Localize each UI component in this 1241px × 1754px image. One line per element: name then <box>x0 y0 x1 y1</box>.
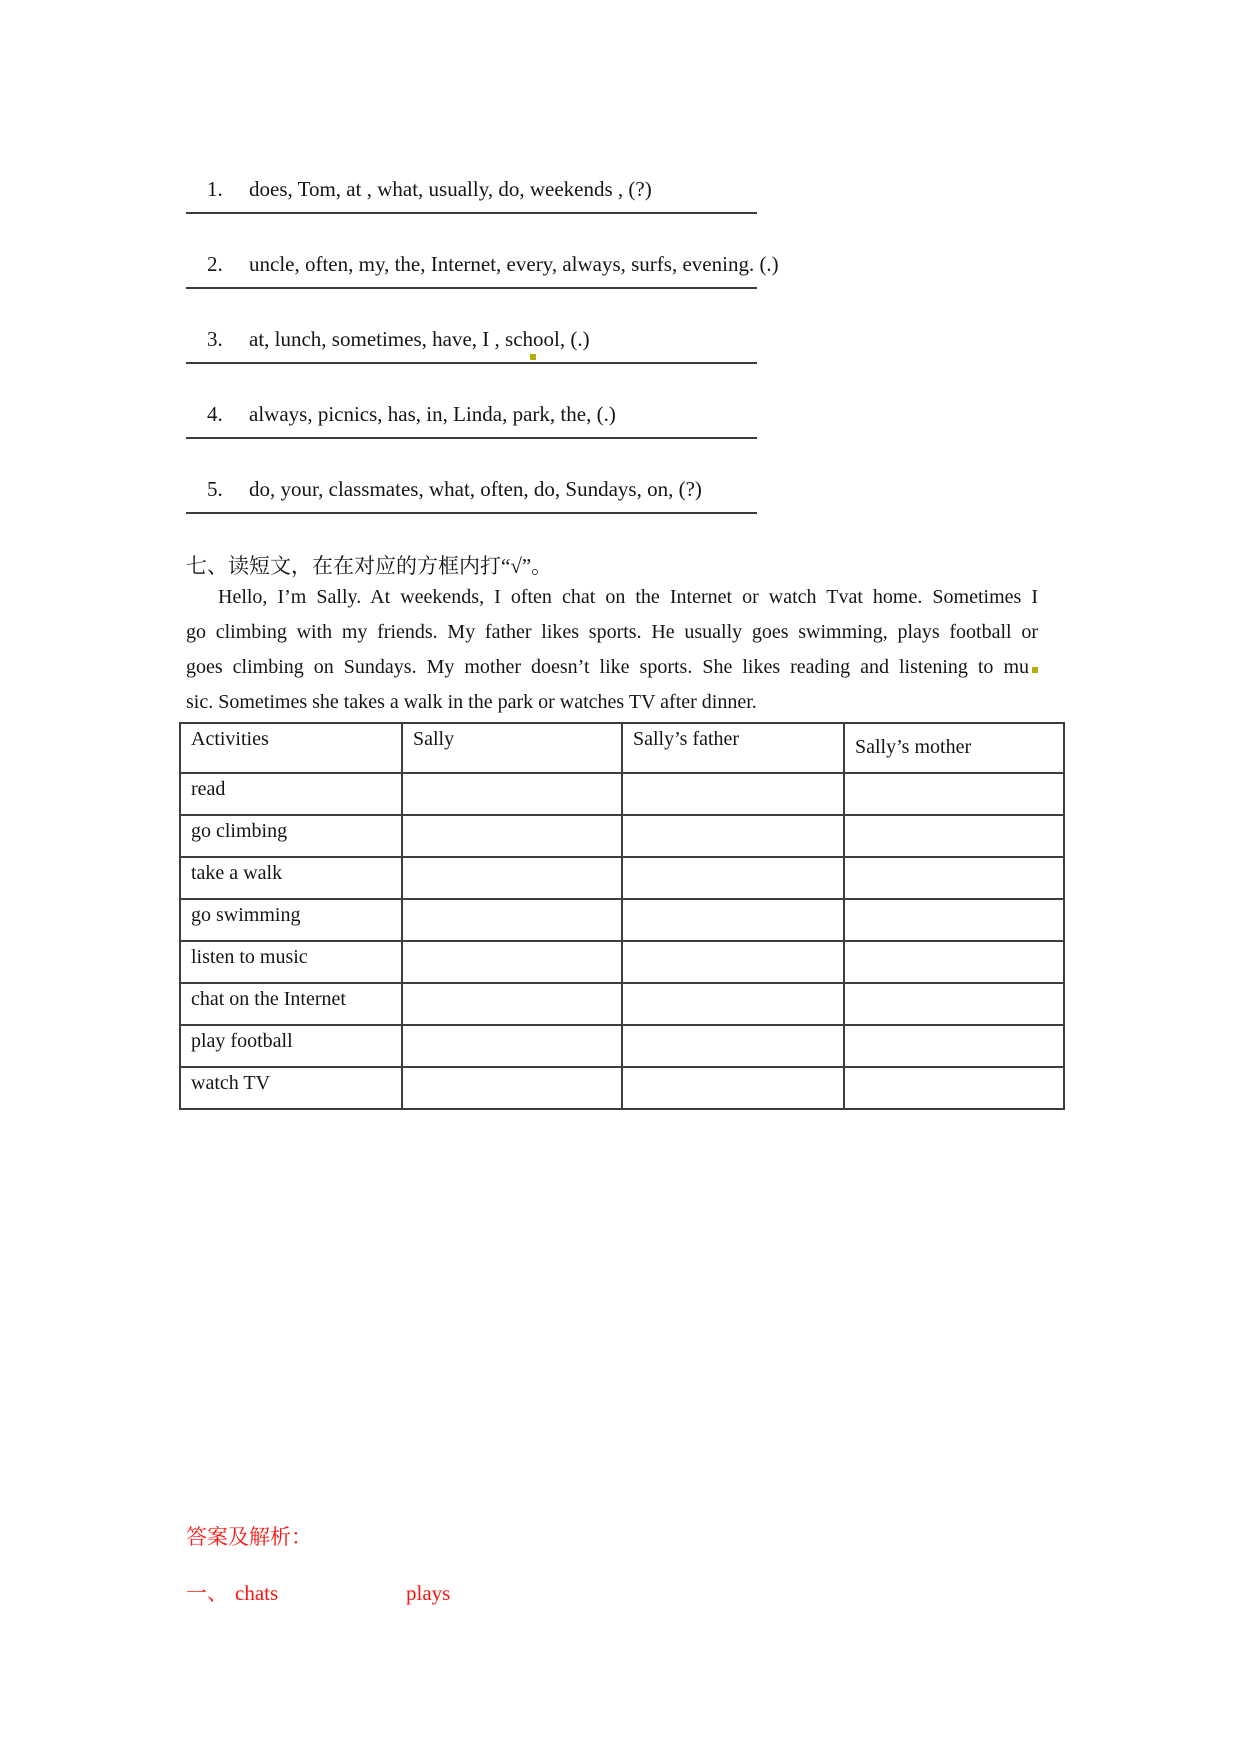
tick-cell[interactable] <box>402 1025 622 1067</box>
tick-cell[interactable] <box>844 815 1064 857</box>
stray-yellow-dot <box>530 354 536 360</box>
section-heading: 七、读短文，在在对应的方框内打“√”。 <box>186 554 553 578</box>
activity-label: take a walk <box>180 857 402 899</box>
tick-cell[interactable] <box>622 983 844 1025</box>
tick-cell[interactable] <box>622 899 844 941</box>
item-number: 1. <box>207 177 223 201</box>
tick-cell[interactable] <box>402 899 622 941</box>
table-row <box>180 773 1064 815</box>
tick-cell[interactable] <box>622 773 844 815</box>
tick-cell[interactable] <box>622 1067 844 1109</box>
tick-cell[interactable] <box>844 983 1064 1025</box>
item-text: uncle, often, my, the, Internet, every, always, surfs, evening. (.) <box>249 252 779 276</box>
passage-line-2: go climbing with my friends. My father likes sports. He usually goes swimming, plays football or <box>186 621 1038 643</box>
item-text: always, picnics, has, in, Linda, park, the, (.) <box>249 402 616 426</box>
passage-line-3 <box>186 654 1038 680</box>
header-sallys-mother: Sally’s mother <box>844 723 1064 773</box>
table-row <box>180 857 1064 899</box>
header-sally: Sally <box>402 723 622 773</box>
exercise-item-5 <box>186 450 702 528</box>
tick-cell[interactable] <box>844 899 1064 941</box>
tick-cell[interactable] <box>844 1067 1064 1109</box>
answer-word-2: plays <box>406 1581 451 1605</box>
tick-cell[interactable] <box>402 773 622 815</box>
exercise-item-3 <box>186 300 590 378</box>
item-text: at, lunch, sometimes, have, I , school, (.) <box>249 327 590 351</box>
tick-cell[interactable] <box>622 815 844 857</box>
exercise-item-4 <box>186 375 616 453</box>
answer-blank-line-4[interactable] <box>186 437 757 439</box>
header-activities: Activities <box>180 723 402 773</box>
answer-word-1: chats <box>235 1581 279 1605</box>
table-row <box>180 983 1064 1025</box>
passage-line-4: sic. Sometimes she takes a walk in the park or watches TV after dinner. <box>186 691 757 713</box>
stray-yellow-dot-period <box>1032 667 1038 673</box>
answer-item-prefix: 一、 <box>186 1581 228 1605</box>
item-number: 5. <box>207 477 223 501</box>
table-row <box>180 941 1064 983</box>
tick-cell[interactable] <box>844 1025 1064 1067</box>
passage-line-3-text: goes climbing on Sundays. My mother doesn’t like sports. She likes reading and listening to mu <box>186 656 1029 678</box>
answer-blank-line-5[interactable] <box>186 512 757 514</box>
tick-cell[interactable] <box>402 941 622 983</box>
activity-label: go swimming <box>180 899 402 941</box>
answer-blank-line-2[interactable] <box>186 287 757 289</box>
item-text: do, your, classmates, what, often, do, Sundays, on, (?) <box>249 477 702 501</box>
tick-cell[interactable] <box>622 857 844 899</box>
answer-blank-line-1[interactable] <box>186 212 757 214</box>
tick-cell[interactable] <box>844 857 1064 899</box>
activity-label: read <box>180 773 402 815</box>
passage-line-1: Hello, I’m Sally. At weekends, I often chat on the Internet or watch Tvat home. Sometimes I <box>218 586 1038 608</box>
tick-cell[interactable] <box>402 1067 622 1109</box>
activities-table <box>179 722 1065 1110</box>
activity-label: chat on the Internet <box>180 983 402 1025</box>
item-number: 2. <box>207 252 223 276</box>
table-row <box>180 815 1064 857</box>
table-header-row <box>180 723 1064 773</box>
activity-label: watch TV <box>180 1067 402 1109</box>
tick-cell[interactable] <box>844 773 1064 815</box>
activity-label: play football <box>180 1025 402 1067</box>
exercise-item-2 <box>186 225 779 303</box>
table-row <box>180 1025 1064 1067</box>
item-text: does, Tom, at , what, usually, do, weekends , (?) <box>249 177 652 201</box>
tick-cell[interactable] <box>402 857 622 899</box>
activity-label: go climbing <box>180 815 402 857</box>
exercise-item-1 <box>186 150 652 228</box>
header-sallys-father: Sally’s father <box>622 723 844 773</box>
tick-cell[interactable] <box>402 815 622 857</box>
answer-key-title: 答案及解析： <box>186 1525 312 1549</box>
item-number: 3. <box>207 327 223 351</box>
table-row <box>180 899 1064 941</box>
item-number: 4. <box>207 402 223 426</box>
activity-label: listen to music <box>180 941 402 983</box>
tick-cell[interactable] <box>622 1025 844 1067</box>
table-row <box>180 1067 1064 1109</box>
tick-cell[interactable] <box>844 941 1064 983</box>
tick-cell[interactable] <box>402 983 622 1025</box>
tick-cell[interactable] <box>622 941 844 983</box>
answer-blank-line-3[interactable] <box>186 362 757 364</box>
